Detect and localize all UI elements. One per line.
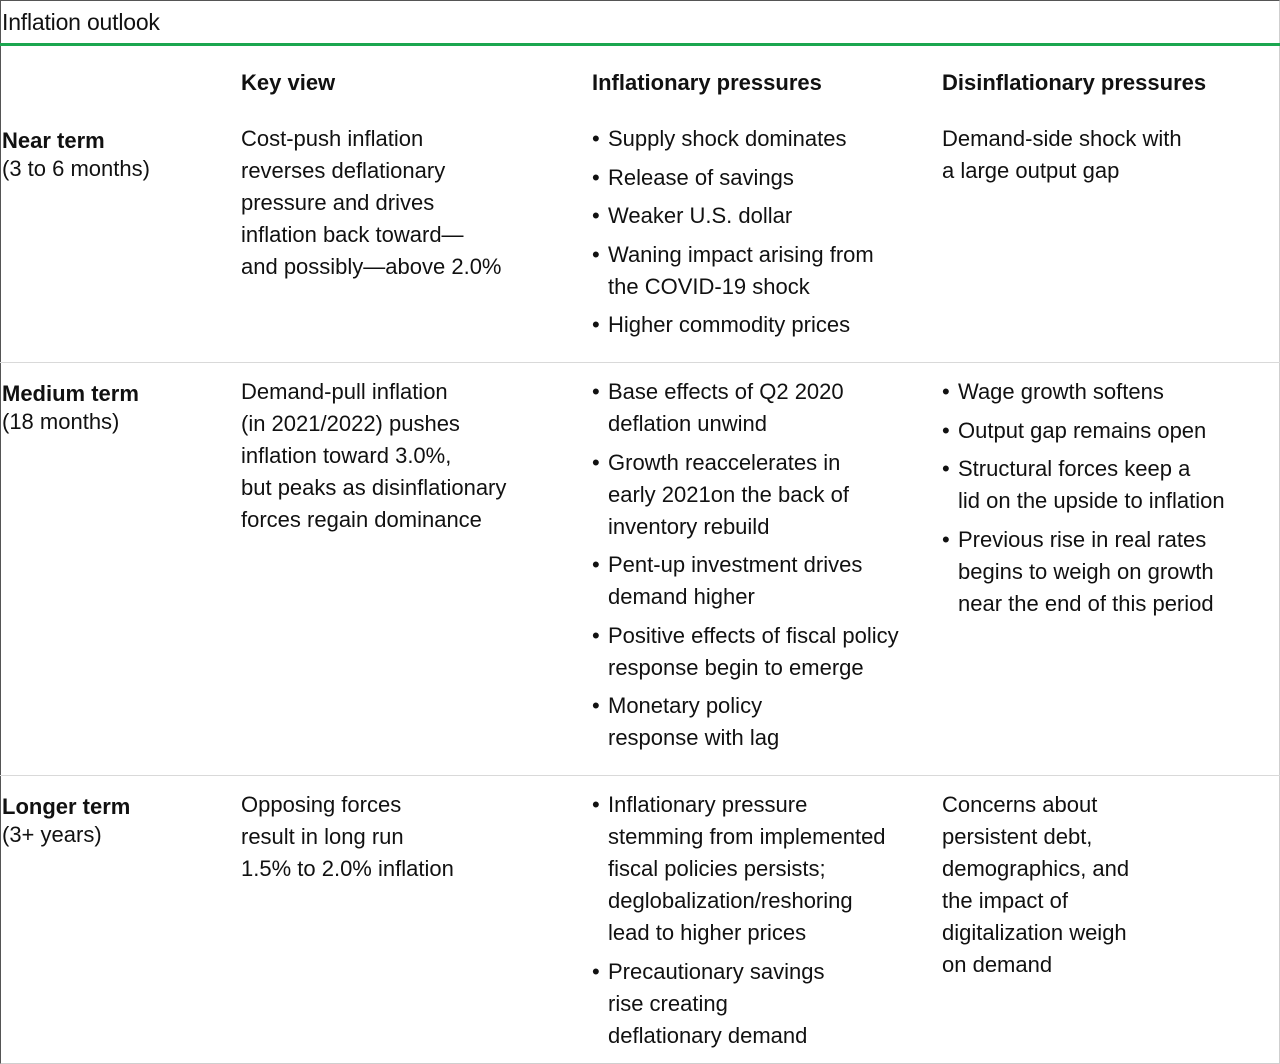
inflationary-cell (592, 376, 932, 761)
disinflationary-text: Concerns about persistent debt, demographics, and the impact of digitalization weigh on demand (942, 792, 1130, 977)
inflationary-list (592, 123, 932, 341)
list-item: • Output gap remains open (942, 415, 1272, 447)
term-name: Medium term (2, 381, 139, 406)
list-item: • Precautionary savings rise creating deflationary demand (592, 956, 932, 1052)
disinflationary-cell (942, 123, 1272, 187)
list-item: • Growth reaccelerates in early 2021on the back of inventory rebuild (592, 447, 932, 543)
list-item: • Positive effects of fiscal policy response begin to emerge (592, 620, 932, 684)
row-divider (0, 362, 1280, 363)
inflationary-cell (592, 123, 932, 348)
list-item: • Base effects of Q2 2020 deflation unwind (592, 376, 932, 440)
list-item: • Structural forces keep a lid on the upside to inflation (942, 453, 1272, 517)
term-name: Near term (2, 128, 105, 153)
list-item: • Wage growth softens (942, 376, 1272, 408)
title-bar (0, 0, 1280, 46)
disinflationary-cell (942, 376, 1272, 626)
list-item: • Monetary policy response with lag (592, 690, 932, 754)
key-view-cell (241, 376, 571, 536)
key-view-text: Cost-push inflation reverses deflationary pressure and drives inflation back toward— and possibly—above 2.0% (241, 126, 502, 279)
list-item: • Supply shock dominates (592, 123, 932, 155)
disinflationary-list (942, 376, 1272, 620)
term-label (2, 793, 130, 849)
inflationary-list (592, 376, 932, 754)
inflationary-list (592, 789, 932, 1052)
list-item: • Inflationary pressure stemming from implemented fiscal policies persists; deglobalization/reshoring lead to higher prices (592, 789, 932, 949)
term-span: (18 months) (2, 409, 120, 434)
term-name: Longer term (2, 794, 131, 819)
key-view-cell (241, 123, 571, 283)
inflationary-cell (592, 789, 932, 1058)
list-item: • Release of savings (592, 162, 932, 194)
term-span: (3+ years) (2, 822, 102, 847)
column-header-inflationary-pressures: Inflationary pressures (592, 70, 822, 95)
disinflationary-cell (942, 789, 1272, 981)
term-label (2, 380, 139, 436)
term-label (2, 127, 150, 183)
column-header-key-view: Key view (241, 70, 336, 95)
key-view-text: Demand-pull inflation (in 2021/2022) pushes inflation toward 3.0%, but peaks as disinflationary forces regain dominance (241, 379, 507, 532)
key-view-text: Opposing forces result in long run 1.5% to 2.0% inflation (241, 792, 454, 881)
list-item: • Waning impact arising from the COVID-19 shock (592, 239, 932, 303)
page-title: Inflation outlook (2, 9, 160, 35)
list-item: • Pent-up investment drives demand higher (592, 549, 932, 613)
disinflationary-text: Demand-side shock with a large output gap (942, 126, 1182, 183)
term-span: (3 to 6 months) (2, 156, 150, 181)
row-divider (0, 775, 1280, 776)
key-view-cell (241, 789, 571, 885)
list-item: • Higher commodity prices (592, 309, 932, 341)
column-header-disinflationary-pressures: Disinflationary pressures (942, 70, 1207, 95)
list-item: • Weaker U.S. dollar (592, 200, 932, 232)
list-item: • Previous rise in real rates begins to weigh on growth near the end of this period (942, 524, 1272, 620)
